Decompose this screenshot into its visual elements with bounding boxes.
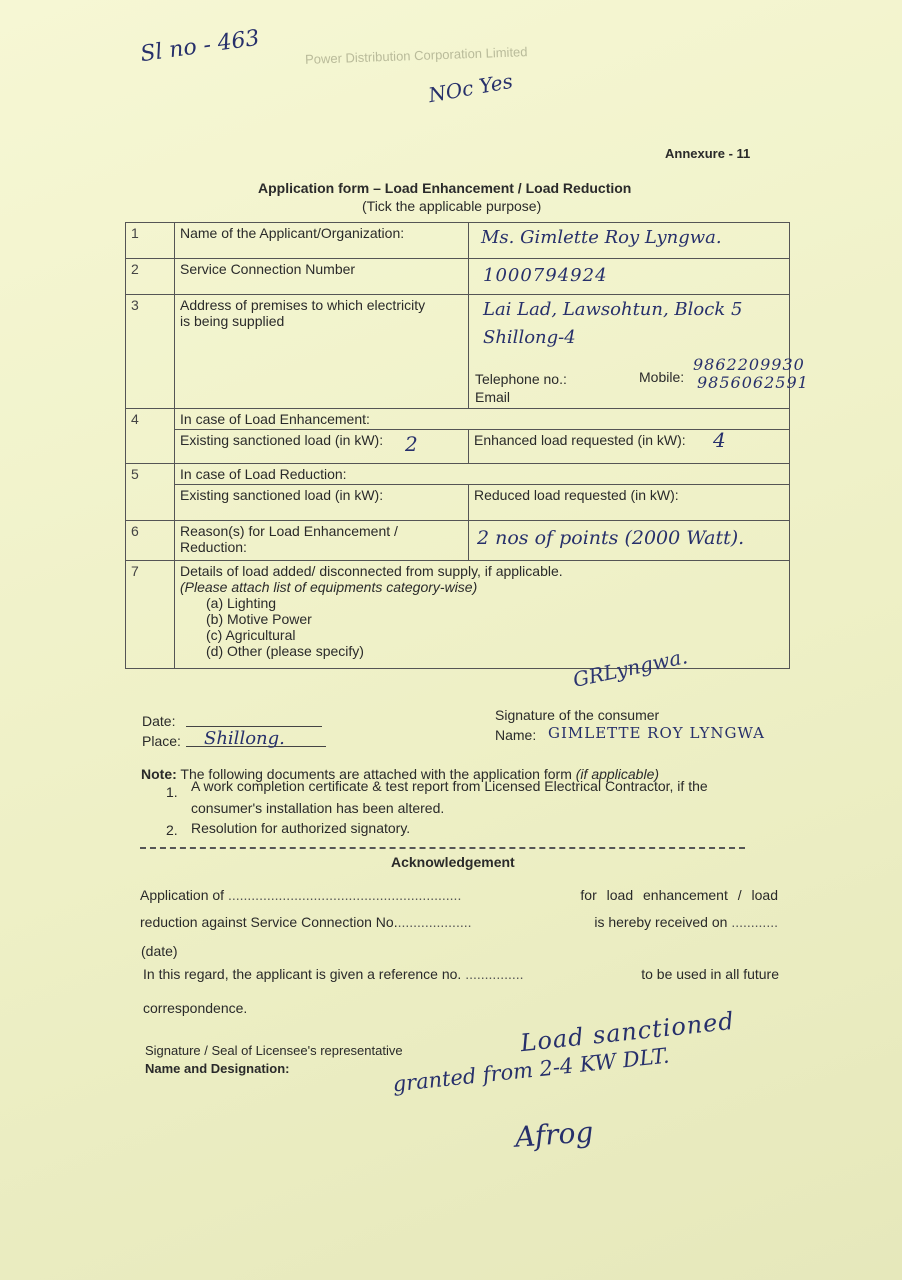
sanction-note-line2: granted from 2-4 KW DLT.	[391, 1043, 671, 1097]
official-initials: Afrog	[513, 1115, 595, 1154]
faint-bleed-text: Power Distribution Corporation Limited	[304, 44, 528, 67]
form-title: Application form – Load Enhancement / Load Reduction	[258, 180, 632, 196]
email-label: Email	[475, 389, 511, 405]
load-category-item: (c) Agricultural	[206, 627, 296, 643]
row-number-cell	[126, 430, 175, 464]
ack-line-1-end: for load enhancement / load	[580, 887, 778, 903]
sanction-note-line1: Load sanctioned	[519, 1006, 736, 1058]
reason-value-cell	[469, 521, 790, 561]
table-row-enhancement-values	[126, 430, 790, 464]
form-subtitle: (Tick the applicable purpose)	[362, 198, 542, 214]
row-number: 1	[126, 223, 175, 259]
service-number-value: 1000794924	[483, 265, 608, 286]
row-number: 2	[126, 259, 175, 295]
ack-correspondence: correspondence.	[143, 1000, 248, 1016]
application-table	[125, 222, 809, 669]
ack-line-4	[143, 966, 779, 982]
table-row-name	[126, 223, 790, 259]
note-text: The following documents are attached with the application form	[180, 766, 572, 782]
reduced-load-label: Reduced load requested (in kW):	[469, 485, 790, 521]
load-category-item: (a) Lighting	[206, 595, 277, 611]
mobile-value-2: 9856062591	[697, 373, 809, 392]
annexure-label: Annexure - 11	[665, 146, 751, 161]
enhancement-heading: In case of Load Enhancement:	[175, 409, 790, 430]
telephone-label: Telephone no.:	[475, 371, 567, 387]
existing-load-label: Existing sanctioned load (in kW):	[180, 432, 384, 448]
note-item-1-line1: A work completion certificate & test report from Licensed Electrical Contractor, if the	[191, 778, 708, 794]
row-number: 3	[126, 295, 175, 409]
row-number: 6	[126, 521, 175, 561]
enhanced-load-label: Enhanced load requested (in kW):	[474, 432, 686, 448]
note-text-italic: (if applicable)	[575, 766, 660, 782]
ack-date-label: (date)	[141, 943, 178, 959]
ack-line-1	[140, 887, 778, 903]
row-number: 4	[126, 409, 175, 430]
address-label-cell	[175, 295, 469, 409]
reason-value: 2 nos of points (2000 Watt).	[477, 527, 745, 549]
load-details-label: Details of load added/ disconnected from supply, if applicable.	[180, 563, 563, 579]
ack-line-2-end	[594, 914, 778, 930]
ack-line-1-dots: ............................................................	[227, 887, 462, 903]
row-number: 5	[126, 464, 175, 485]
consumer-name-label: Name:	[495, 727, 537, 743]
load-category-item: (b) Motive Power	[206, 611, 312, 627]
note-label: Note:	[141, 766, 177, 782]
reason-label-cell	[175, 521, 469, 561]
table-row-enhancement-heading	[126, 409, 790, 430]
service-number-label: Service Connection Number	[175, 259, 469, 295]
table-row-service-number	[126, 259, 790, 295]
place-value: Shillong.	[204, 728, 285, 749]
ack-line-1-start: Application of	[140, 887, 225, 903]
name-label: Name of the Applicant/Organization:	[175, 223, 469, 259]
ack-line-2	[140, 914, 778, 930]
serial-handwriting: Sl no - 463	[138, 25, 262, 68]
load-details-note: (Please attach list of equipments category-wise)	[180, 579, 478, 595]
row-number-cell	[126, 485, 175, 521]
reduction-existing-label: Existing sanctioned load (in kW):	[175, 485, 469, 521]
reason-label-line2: Reduction:	[180, 539, 247, 555]
existing-load-value: 2	[405, 432, 418, 456]
place-label: Place:	[142, 733, 181, 749]
note-item-2: Resolution for authorized signatory.	[191, 820, 411, 836]
applicant-name-value: Ms. Gimlette Roy Lyngwa.	[481, 227, 722, 248]
ack-line-4-end: to be used in all future	[641, 966, 779, 982]
load-category-list	[180, 595, 784, 659]
existing-load-cell	[175, 430, 469, 464]
acknowledgement-title: Acknowledgement	[391, 854, 515, 870]
load-details-cell	[175, 561, 790, 669]
consumer-signature: GRLyngwa.	[570, 644, 690, 692]
table-row-reason	[126, 521, 790, 561]
enhanced-load-value: 4	[713, 428, 726, 452]
address-label-line1: Address of premises to which electricity	[180, 297, 426, 313]
licensee-signature-label: Signature / Seal of Licensee's representative	[145, 1043, 403, 1058]
reduction-heading: In case of Load Reduction:	[175, 464, 790, 485]
row-number: 7	[126, 561, 175, 669]
service-number-cell	[469, 259, 790, 295]
reason-label-line1: Reason(s) for Load Enhancement /	[180, 523, 398, 539]
name-designation-label: Name and Designation:	[145, 1061, 290, 1076]
ack-line-4-dots: ...............	[465, 966, 524, 982]
table-row-reduction-values	[126, 485, 790, 521]
noc-handwriting: NOc Yes	[426, 68, 515, 108]
note-item-1-line2: consumer's installation has been altered.	[191, 800, 445, 816]
address-value-line2: Shillong-4	[483, 327, 576, 348]
date-label: Date:	[142, 713, 176, 729]
section-divider	[140, 847, 745, 849]
note-item-2-number: 2.	[166, 822, 178, 838]
signature-label: Signature of the consumer	[495, 707, 660, 723]
table-row-reduction-heading	[126, 464, 790, 485]
enhanced-load-cell	[469, 430, 790, 464]
address-value-cell	[469, 295, 809, 409]
consumer-name-value: GIMLETTE ROY LYNGWA	[548, 724, 765, 742]
address-value-line1: Lai Lad, Lawsohtun, Block 5	[483, 299, 743, 320]
table-row-load-details	[126, 561, 790, 669]
load-category-item: (d) Other (please specify)	[206, 643, 364, 659]
ack-line-2-start: reduction against Service Connection No.	[140, 914, 398, 930]
mobile-label: Mobile:	[639, 369, 685, 385]
mobile-value-1: 9862209930	[693, 355, 805, 374]
ack-line-2-dots: ...................	[397, 914, 472, 930]
note-item-1-number: 1.	[166, 784, 178, 800]
table-row-address	[126, 295, 790, 409]
ack-line-4-start: In this regard, the applicant is given a reference no.	[143, 966, 462, 982]
ack-line-2-dots-2: ............	[731, 914, 778, 930]
name-value-cell	[469, 223, 790, 259]
address-label-line2: is being supplied	[180, 313, 285, 329]
ack-received-on: is hereby received on	[594, 914, 728, 930]
date-line	[186, 726, 322, 727]
